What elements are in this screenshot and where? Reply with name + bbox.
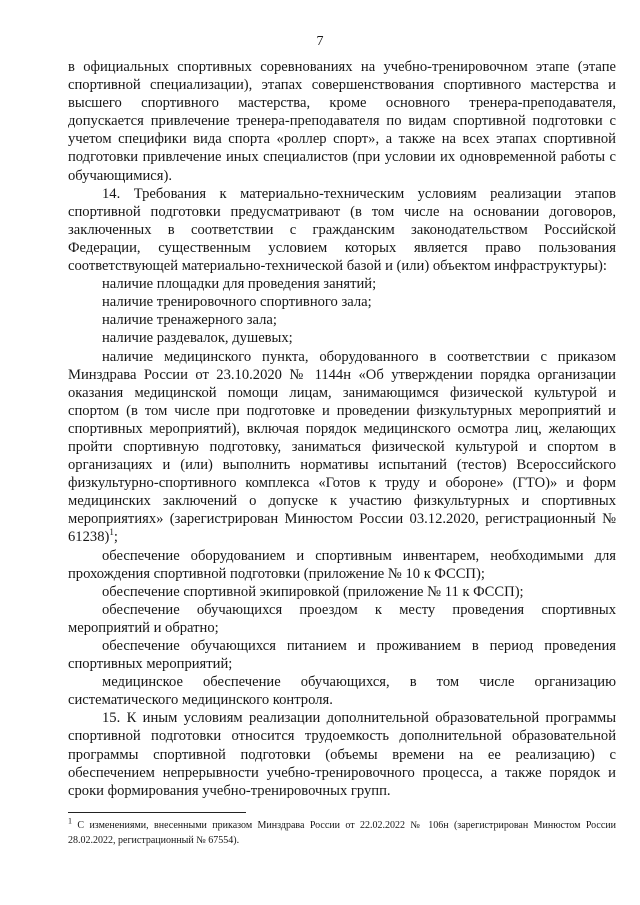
footnote-divider bbox=[68, 812, 246, 813]
paragraph-14: 14. Требования к материально-техническим условиям реализации этапов спортивной подготовки предусматривают (в том числе на основании договоров, заключенных в соответствии с гражданским законодательством Российской Федерации, существенным условием которых является право пользования соответствующей материально-технической базой и (или) объектом инфраструктуры): bbox=[68, 185, 616, 275]
footnote bbox=[68, 818, 616, 848]
list-item-medical-support: медицинское обеспечение обучающихся, в том числе организацию систематического медицинского контроля. bbox=[68, 674, 616, 709]
list-item-sports-gear: обеспечение спортивной экипировкой (приложение № 11 к ФССП); bbox=[102, 583, 524, 600]
list-item-meals-accommodation: обеспечение обучающихся питанием и проживанием в период проведения спортивных мероприятий; bbox=[68, 638, 616, 673]
list-item-locker-rooms: наличие раздевалок, душевых; bbox=[102, 330, 293, 347]
list-item-training-ground: наличие площадки для проведения занятий; bbox=[102, 276, 377, 293]
document-body bbox=[68, 58, 616, 800]
paragraph-15: 15. К иным условиям реализации дополнительной образовательной программы спортивной подготовки относится трудоемкость дополнительной образовательной программы спортивной подготовки (объемы времени на ее реализацию) с обеспечением непрерывности учебно-тренировочного процесса, а также порядок и сроки формирования учебно-тренировочных групп. bbox=[68, 710, 616, 799]
list-item-transport: обеспечение обучающихся проездом к месту проведения спортивных мероприятий и обратно; bbox=[68, 601, 616, 636]
footnote-reference-suffix: ; bbox=[113, 529, 118, 546]
medical-point-text: наличие медицинского пункта, оборудованного в соответствии с приказом Минздрава России от 23.10.2020 № 1144н «Об утверждении порядка организации оказания медицинской помощи лицам, занимающимся физической культурой и спортом (в том числе при подготовке и проведении физкультурных мероприятий и спортивных мероприятий), включая порядок медицинского осмотра лиц, желающих пройти спортивную подготовку, заниматься физической культурой и спортом в организациях и (или) выполнить нормативы испытаний (тестов) Всероссийского физкультурно-спортивного комплекса «Готов к труду и обороне» (ГТО)» и форм медицинских заключений о допуске к участию физкультурных и спортивных мероприятиях» (зарегистрирован Минюстом России 03.12.2020, регистрационный № 61238) bbox=[68, 348, 616, 546]
paragraph-continuation: в официальных спортивных соревнованиях на учебно-тренировочном этапе (этапе спортивной специализации), этапах совершенствования спортивного мастерства и высшего спортивного мастерства, кроме основного тренера-преподавателя, допускается привлечение тренера-преподавателя по видам спортивной подготовки с учетом специфики вида спорта «роллер спорт», а также на всех этапах спортивной подготовки привлечение иных специалистов (при условии их одновременной работы с обучающимися). bbox=[68, 59, 616, 184]
list-item-gym: наличие тренажерного зала; bbox=[102, 312, 277, 329]
list-item-equipment: обеспечение оборудованием и спортивным инвентарем, необходимыми для прохождения спортивной подготовки (приложение № 10 к ФССП); bbox=[68, 547, 616, 582]
footnote-marker: 1 bbox=[68, 816, 72, 826]
footnote-text: С изменениями, внесенными приказом Минздрава России от 22.02.2022 № 106н (зарегистрирован Минюстом России 28.02.2022, регистрационный № 67554). bbox=[68, 820, 617, 846]
list-item-medical-point bbox=[68, 348, 616, 547]
list-item-sports-hall: наличие тренировочного спортивного зала; bbox=[102, 294, 372, 311]
footnote-reference: 1 bbox=[109, 527, 114, 538]
page-number: 7 bbox=[316, 34, 324, 49]
